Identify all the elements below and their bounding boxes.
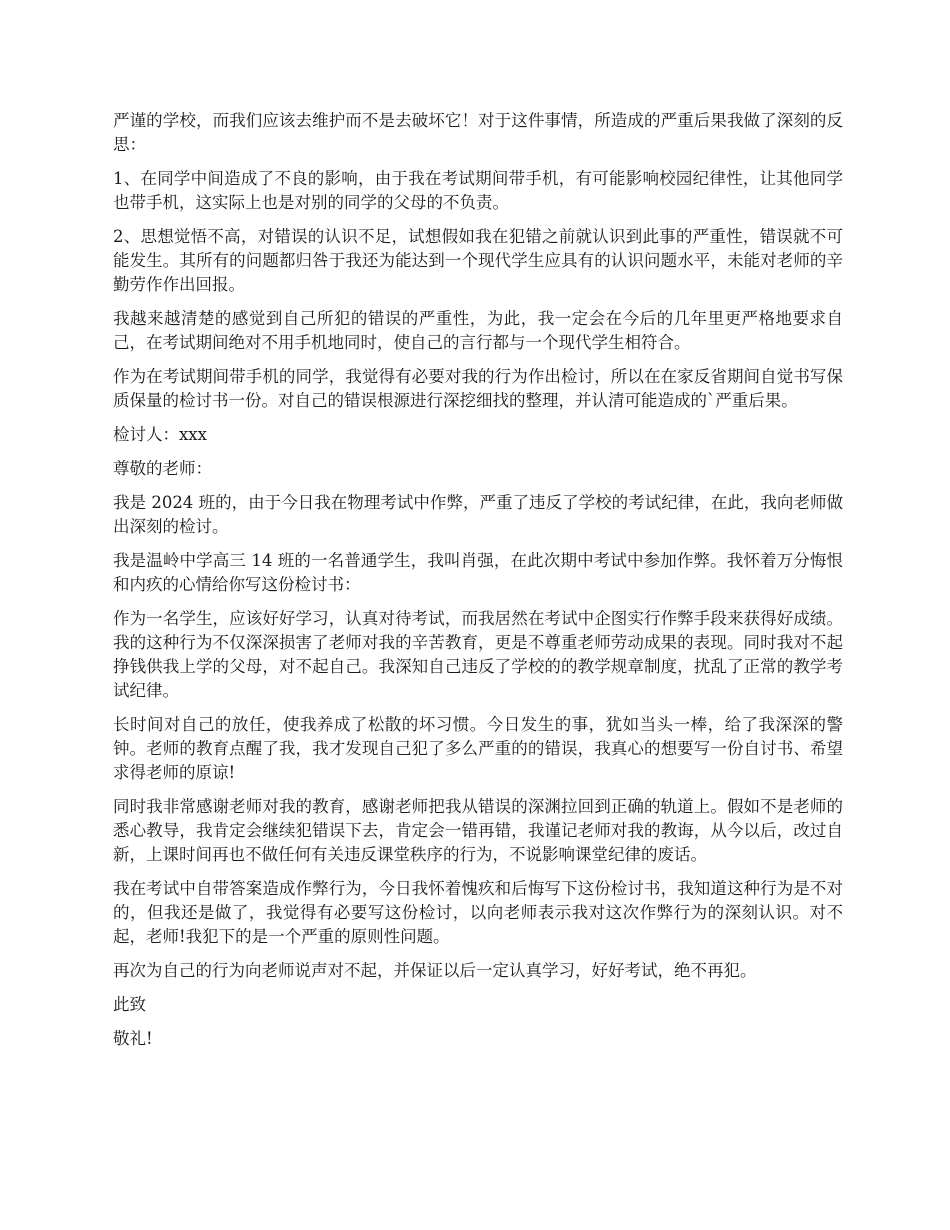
signature-line: 检讨人：xxx bbox=[113, 425, 207, 444]
paragraph-self-review: 作为在考试期间带手机的同学，我觉得有必要对我的行为作出检讨，所以在在家反省期间自觉书写保质保量的检讨书一份。对自己的错误根源进行深挖细找的整理，并认清可能造成的`严重后果。 bbox=[113, 367, 843, 410]
closing-line: 此致 bbox=[113, 995, 146, 1014]
paragraph-confession: 我在考试中自带答案造成作弊行为，今日我怀着愧疚和后悔写下这份检讨书，我知道这种行为是不对的，但我还是做了，我觉得有必要写这份检讨，以向老师表示我对这次作弊行为的深刻认识。对不起，老师!我犯下的是一个严重的原则性问题。 bbox=[113, 879, 843, 946]
paragraph-student-duty: 作为一名学生，应该好好学习，认真对待考试，而我居然在考试中企图实行作弊手段来获得好成绩。我的这种行为不仅深深损害了老师对我的辛苦教育，更是不尊重老师劳动成果的表现。同时我对不起挣钱供我上学的父母，对不起自己。我深知自己违反了学校的的教学规章制度，扰乱了正常的教学考试纪律。 bbox=[113, 609, 843, 700]
paragraph-student-intro: 我是温岭中学高三 14 班的一名普通学生，我叫肖强，在此次期中考试中参加作弊。我怀着万分悔恨和内疚的心情给你写这份检讨书： bbox=[113, 551, 843, 594]
paragraph-reflection-intro: 严谨的学校，而我们应该去维护而不是去破坏它！对于这件事情，所造成的严重后果我做了深刻的反思： bbox=[113, 111, 843, 154]
closing-salute: 敬礼! bbox=[113, 1029, 153, 1048]
paragraph-bad-habits: 长时间对自己的放任，使我养成了松散的坏习惯。今日发生的事，犹如当头一棒，给了我深深的警钟。老师的教育点醒了我，我才发现自己犯了多么严重的的错误，我真心的想要写一份自讨书、希望求得老师的原谅! bbox=[113, 715, 843, 782]
salutation: 尊敬的老师： bbox=[113, 459, 212, 478]
paragraph-point-1: 1、在同学中间造成了不良的影响，由于我在考试期间带手机，有可能影响校园纪律性，让其他同学也带手机，这实际上也是对别的同学的父母的不负责。 bbox=[113, 169, 843, 212]
paragraph-commitment: 我越来越清楚的感觉到自己所犯的错误的严重性，为此，我一定会在今后的几年里更严格地要求自己，在考试期间绝对不用手机地同时，使自己的言行都与一个现代学生相符合。 bbox=[113, 309, 843, 352]
paragraph-point-2: 2、思想觉悟不高，对错误的认识不足，试想假如我在犯错之前就认识到此事的严重性，错误就不可能发生。其所有的问题都归咎于我还为能达到一个现代学生应具有的认识问题水平，未能对老师的辛勤劳作作出回报。 bbox=[113, 227, 843, 294]
paragraph-gratitude: 同时我非常感谢老师对我的教育，感谢老师把我从错误的深渊拉回到正确的轨道上。假如不是老师的悉心教导，我肯定会继续犯错误下去，肯定会一错再错，我谨记老师对我的教诲，从今以后，改过自新，上课时间再也不做任何有关违反课堂秩序的行为，不说影响课堂纪律的废话。 bbox=[113, 797, 843, 864]
document-page bbox=[113, 109, 843, 1061]
paragraph-class-intro: 我是 2024 班的，由于今日我在物理考试中作弊，严重了违反了学校的考试纪律，在此，我向老师做出深刻的检讨。 bbox=[113, 493, 843, 536]
paragraph-apology: 再次为自己的行为向老师说声对不起，并保证以后一定认真学习，好好考试，绝不再犯。 bbox=[113, 961, 757, 980]
